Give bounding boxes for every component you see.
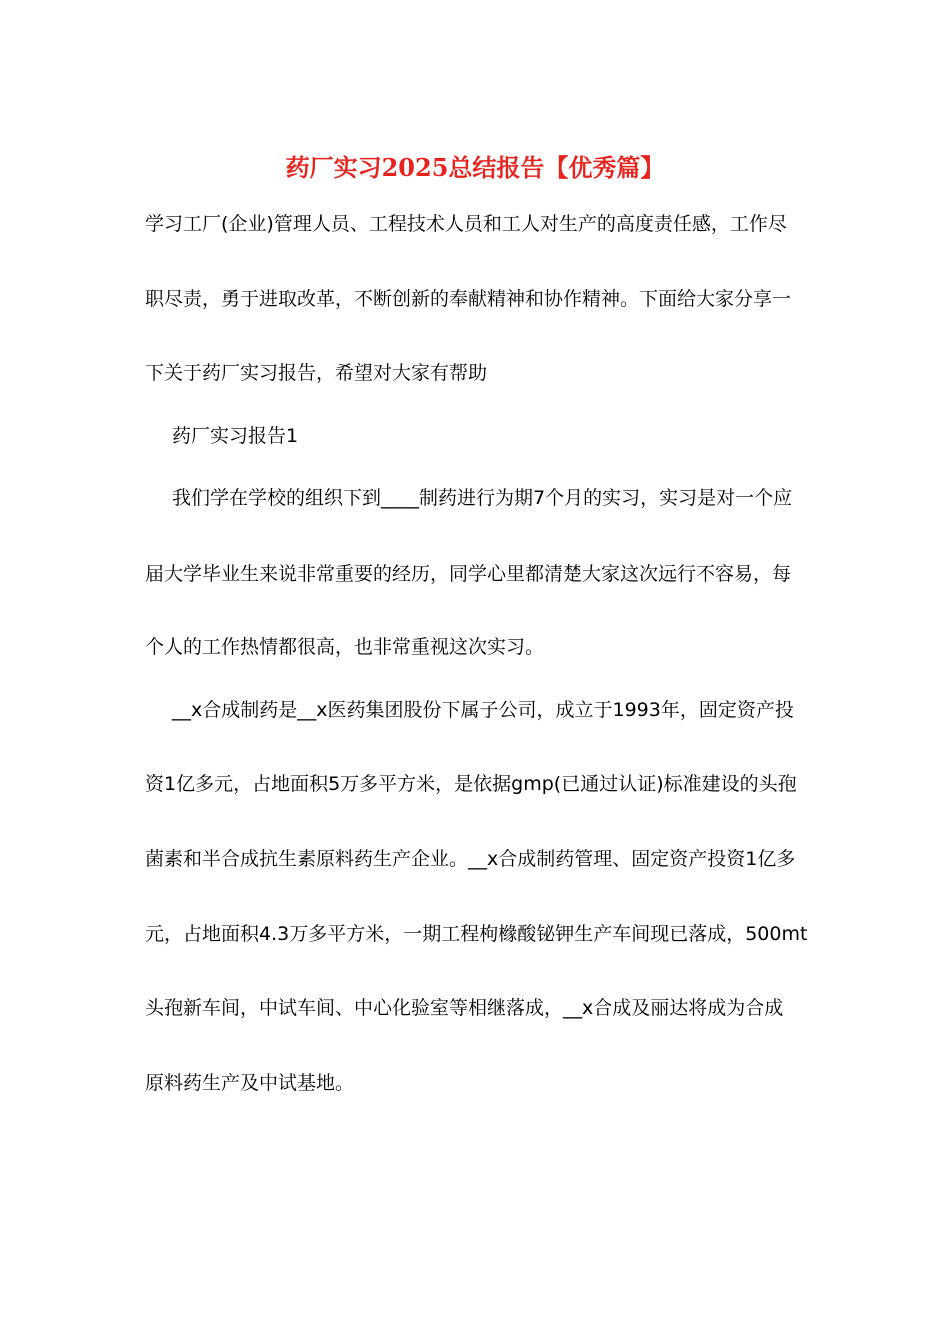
paragraph-line-8: 头孢新车间，中试车间、中心化验室等相继落成，__x合成及丽达将成为合成 (145, 997, 784, 1019)
paragraph-line-intro-3: 下关于药厂实习报告，希望对大家有帮助 (145, 362, 488, 384)
paragraph-line-3: 个人的工作热情都很高，也非常重视这次实习。 (145, 636, 545, 658)
paragraph-line-intro-1: 学习工厂(企业)管理人员、工程技术人员和工人对生产的高度责任感，工作尽 (145, 213, 787, 235)
paragraph-line-4: __x合成制药是__x医药集团股份下属子公司，成立于1993年，固定资产投 (172, 699, 794, 721)
paragraph-line-2: 届大学毕业生来说非常重要的经历，同学心里都清楚大家这次远行不容易，每 (145, 563, 792, 585)
section-heading: 药厂实习报告1 (172, 425, 299, 447)
paragraph-line-intro-2: 职尽责，勇于进取改革，不断创新的奉献精神和协作精神。下面给大家分享一 (145, 288, 792, 310)
paragraph-line-6: 菌素和半合成抗生素原料药生产企业。__x合成制药管理、固定资产投资1亿多 (145, 848, 796, 870)
paragraph-line-7: 元，占地面积4.3万多平方米，一期工程枸橼酸铋钾生产车间现已落成，500mt (145, 923, 808, 945)
paragraph-line-1: 我们学在学校的组织下到____制药进行为期7个月的实习，实习是对一个应 (172, 487, 793, 509)
document-title: 药厂实习2025总结报告【优秀篇】 (285, 153, 665, 182)
paragraph-line-9: 原料药生产及中试基地。 (145, 1072, 355, 1094)
paragraph-line-5: 资1亿多元，占地面积5万多平方米，是依据gmp(已通过认证)标准建设的头孢 (145, 773, 797, 795)
